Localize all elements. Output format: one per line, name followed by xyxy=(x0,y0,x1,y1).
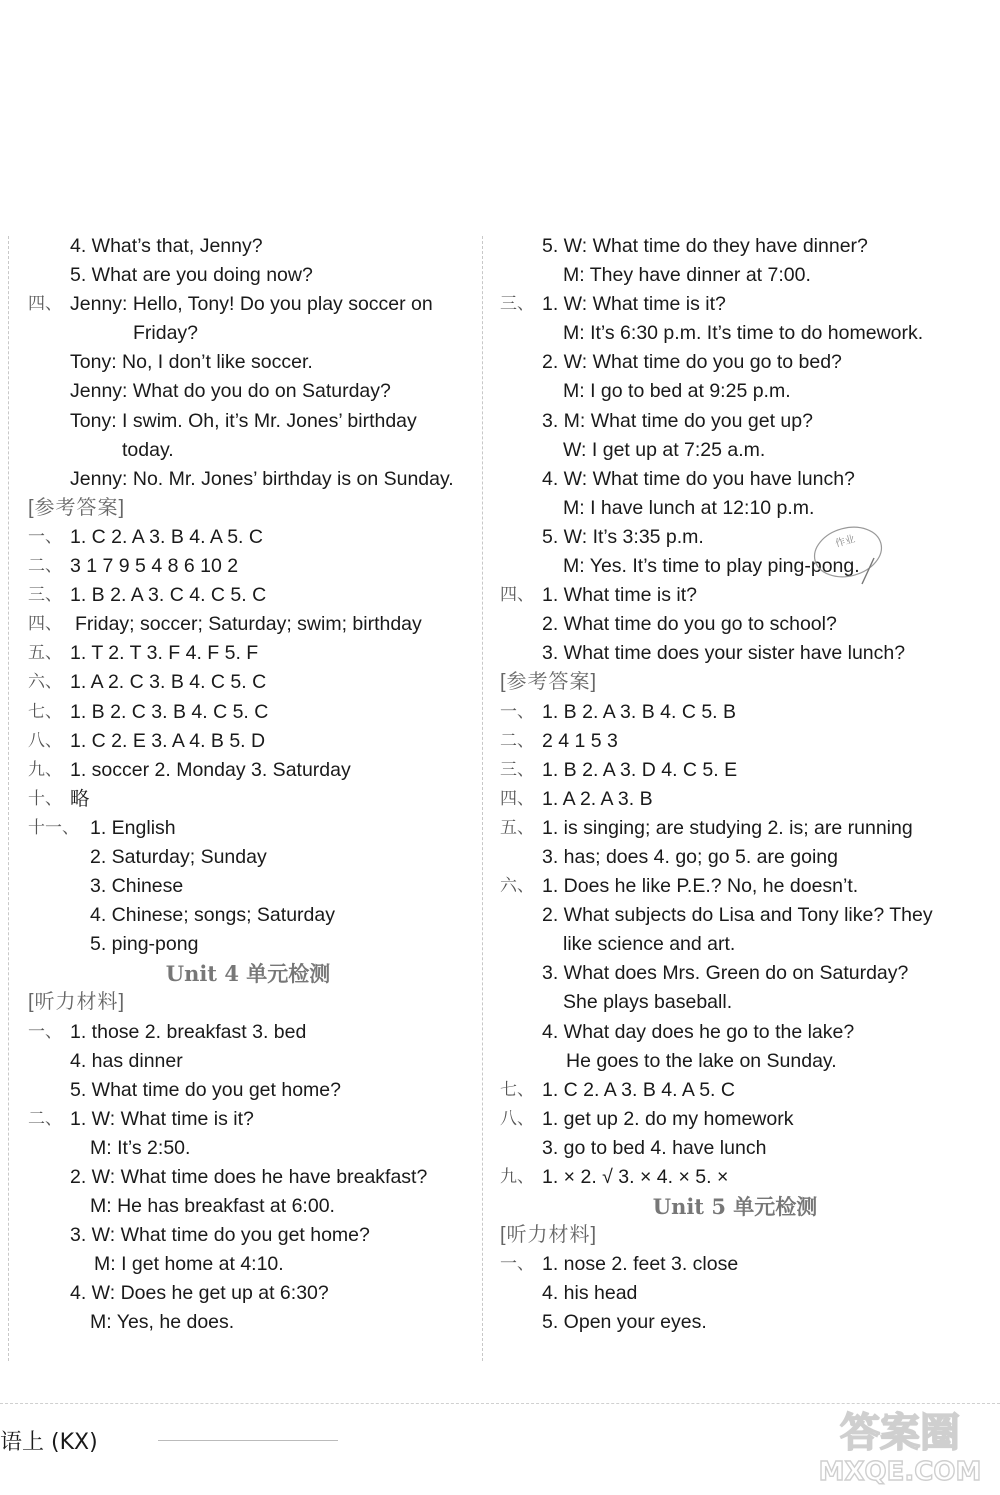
question-number: 一、 xyxy=(28,526,62,547)
text-line xyxy=(500,290,970,319)
question-number: 四、 xyxy=(28,294,62,315)
text-line xyxy=(28,319,468,348)
question-number: 二、 xyxy=(500,730,534,751)
text-line xyxy=(28,698,468,727)
text-line xyxy=(28,1308,468,1337)
line-text: 5. W: It’s 3:35 p.m. xyxy=(542,525,704,548)
question-number: 十、 xyxy=(28,788,62,809)
text-line xyxy=(500,436,970,465)
text-line xyxy=(500,727,970,756)
column-divider xyxy=(8,236,9,1361)
text-line xyxy=(28,1221,468,1250)
line-text: 1. Does he like P.E.? No, he doesn’t. xyxy=(542,875,859,898)
line-text: 1. nose 2. feet 3. close xyxy=(542,1253,739,1276)
watermark-logo xyxy=(808,1402,993,1487)
line-text: 1. T 2. T 3. F 4. F 5. F xyxy=(70,642,259,665)
line-text: 3. What does Mrs. Green do on Saturday? xyxy=(542,962,909,985)
question-number: 四、 xyxy=(28,614,62,635)
line-text: M: Yes. It’s time to play ping-pong. xyxy=(563,555,860,578)
line-text: 3. W: What time do you get home? xyxy=(70,1224,370,1247)
text-line xyxy=(28,1105,468,1134)
text-line xyxy=(28,465,468,494)
line-text: today. xyxy=(122,438,174,461)
text-line xyxy=(28,639,468,668)
watermark-bottom: MXQE.COM xyxy=(818,1457,982,1487)
line-text: 4. What’s that, Jenny? xyxy=(70,235,263,257)
question-number: 一、 xyxy=(28,1021,62,1042)
text-line xyxy=(28,1279,468,1308)
question-number: 十一、 xyxy=(28,817,79,838)
line-text: 2. Saturday; Sunday xyxy=(90,845,267,868)
line-text: 4. W: What time do you have lunch? xyxy=(542,467,855,490)
section-heading-text: [参考答案] xyxy=(500,671,598,694)
text-line xyxy=(28,727,468,756)
line-text: Jenny: No. Mr. Jones’ birthday is on Sunday. xyxy=(70,467,454,490)
text-line xyxy=(28,1250,468,1279)
question-number: 三、 xyxy=(500,759,534,780)
line-text: like science and art. xyxy=(563,933,736,956)
line-text: 1. those 2. breakfast 3. bed xyxy=(70,1020,307,1043)
line-text: 4. has dinner xyxy=(70,1049,183,1072)
line-text: 1. B 2. A 3. B 4. C 5. B xyxy=(542,700,737,723)
section-heading-text: [听力材料] xyxy=(500,1224,598,1247)
text-line xyxy=(28,1192,468,1221)
line-text: 3. Chinese xyxy=(90,875,184,898)
stamp-text: 作业 xyxy=(834,533,857,550)
text-line xyxy=(500,698,970,727)
text-line xyxy=(28,232,468,261)
text-line xyxy=(500,377,970,406)
text-line xyxy=(500,1134,970,1163)
line-text: 1. A 2. C 3. B 4. C 5. C xyxy=(70,671,267,694)
text-line xyxy=(28,785,468,814)
question-number: 七、 xyxy=(500,1079,534,1100)
line-text: M: They have dinner at 7:00. xyxy=(563,264,811,287)
line-text: Jenny: Hello, Tony! Do you play soccer on xyxy=(70,293,433,316)
line-text: M: I get home at 4:10. xyxy=(94,1253,284,1276)
text-line xyxy=(500,610,970,639)
line-text: 3. M: What time do you get up? xyxy=(542,409,813,432)
text-line xyxy=(500,1076,970,1105)
line-text: 5. W: What time do they have dinner? xyxy=(542,235,868,257)
right-column xyxy=(500,232,970,1338)
line-text: 1. W: What time is it? xyxy=(542,293,726,316)
question-number: 五、 xyxy=(500,817,534,838)
text-line xyxy=(500,1163,970,1192)
left-column xyxy=(28,232,468,1338)
text-line xyxy=(500,1018,970,1047)
text-line xyxy=(28,407,468,436)
line-text: 1. B 2. A 3. D 4. C 5. E xyxy=(542,758,738,781)
line-text: 5. What are you doing now? xyxy=(70,264,313,287)
stamp-mark xyxy=(804,522,886,586)
text-line xyxy=(500,407,970,436)
text-line xyxy=(28,290,468,319)
line-text: 2. W: What time do you go to bed? xyxy=(542,351,842,374)
question-number: 七、 xyxy=(28,701,62,722)
watermark-top: 答案圈 xyxy=(840,1410,960,1456)
line-text: 1. C 2. A 3. B 4. A 5. C xyxy=(542,1078,735,1101)
line-text: 4. What day does he go to the lake? xyxy=(542,1020,855,1043)
line-text: 3. has; does 4. go; go 5. are going xyxy=(542,845,838,868)
question-number: 二、 xyxy=(28,1108,62,1129)
text-line xyxy=(500,843,970,872)
line-text: She plays baseball. xyxy=(563,991,733,1014)
line-text: Friday? xyxy=(133,322,199,345)
line-text: 1. B 2. C 3. B 4. C 5. C xyxy=(70,700,269,723)
text-line xyxy=(28,843,468,872)
line-text: M: He has breakfast at 6:00. xyxy=(90,1195,335,1218)
line-text: Tony: I swim. Oh, it’s Mr. Jones’ birthday xyxy=(70,409,417,432)
line-text: M: I have lunch at 12:10 p.m. xyxy=(563,496,815,519)
section-heading xyxy=(500,668,970,697)
text-line xyxy=(500,523,970,552)
line-text: W: I get up at 7:25 a.m. xyxy=(563,438,766,461)
column-divider xyxy=(482,236,483,1361)
line-text: M: It’s 6:30 p.m. It’s time to do homework. xyxy=(563,322,924,345)
text-line xyxy=(500,261,970,290)
question-number: 一、 xyxy=(500,1254,534,1275)
text-line xyxy=(28,581,468,610)
section-heading xyxy=(500,1221,970,1250)
text-line xyxy=(500,785,970,814)
section-heading-text: [听力材料] xyxy=(28,991,126,1014)
text-line xyxy=(28,1047,468,1076)
section-heading xyxy=(28,988,468,1017)
text-line xyxy=(500,901,970,930)
text-line xyxy=(28,930,468,959)
line-text: 1. English xyxy=(90,816,176,839)
text-line xyxy=(28,523,468,552)
text-line xyxy=(28,1076,468,1105)
text-line xyxy=(28,668,468,697)
line-text: 2. What subjects do Lisa and Tony like? They xyxy=(542,904,933,927)
text-line xyxy=(500,1047,970,1076)
line-text: 1. A 2. A 3. B xyxy=(542,787,653,810)
text-line xyxy=(500,959,970,988)
question-number: 六、 xyxy=(28,672,62,693)
line-text: 5. ping-pong xyxy=(90,933,199,956)
line-text: 4. his head xyxy=(542,1282,638,1305)
text-line xyxy=(28,610,468,639)
line-text: 5. What time do you get home? xyxy=(70,1078,341,1101)
text-line xyxy=(28,756,468,785)
line-text: M: It’s 2:50. xyxy=(90,1136,191,1159)
section-heading xyxy=(28,494,468,523)
text-line xyxy=(28,436,468,465)
text-line xyxy=(500,232,970,261)
line-text: 1. W: What time is it? xyxy=(70,1107,254,1130)
text-line xyxy=(500,1308,970,1337)
line-text: 3 1 7 9 5 4 8 6 10 2 xyxy=(70,555,239,578)
line-text: M: Yes, he does. xyxy=(90,1311,235,1334)
text-line xyxy=(500,348,970,377)
line-text: Friday; soccer; Saturday; swim; birthday xyxy=(75,613,422,636)
line-text: 2 4 1 5 3 xyxy=(542,729,618,752)
text-line xyxy=(500,494,970,523)
text-line xyxy=(28,552,468,581)
line-text: 1. C 2. E 3. A 4. B 5. D xyxy=(70,729,266,752)
text-line xyxy=(500,1279,970,1308)
question-number: 八、 xyxy=(28,730,62,751)
text-line xyxy=(500,319,970,348)
line-text: 1. C 2. A 3. B 4. A 5. C xyxy=(70,525,263,548)
line-text: 1. What time is it? xyxy=(542,584,697,607)
line-text: Tony: No, I don’t like soccer. xyxy=(70,351,313,374)
text-line xyxy=(28,872,468,901)
text-line xyxy=(28,377,468,406)
text-line xyxy=(500,639,970,668)
text-line xyxy=(28,814,468,843)
text-line xyxy=(28,1134,468,1163)
line-text: 4. Chinese; songs; Saturday xyxy=(90,904,335,927)
line-text: 1. soccer 2. Monday 3. Saturday xyxy=(70,758,351,781)
line-text: Jenny: What do you do on Saturday? xyxy=(70,380,391,403)
text-line xyxy=(500,872,970,901)
footer-label: 语上 (KX) xyxy=(0,1430,98,1455)
text-line xyxy=(500,988,970,1017)
text-line xyxy=(28,261,468,290)
question-number: 六、 xyxy=(500,876,534,897)
section-heading-text: [参考答案] xyxy=(28,496,126,519)
question-number: 一、 xyxy=(500,701,534,722)
line-text: 5. Open your eyes. xyxy=(542,1311,707,1334)
text-line xyxy=(500,814,970,843)
text-line xyxy=(28,1163,468,1192)
text-line xyxy=(28,901,468,930)
line-text: 1. × 2. √ 3. × 4. × 5. × xyxy=(542,1166,729,1188)
text-line xyxy=(500,756,970,785)
line-text: 4. W: Does he get up at 6:30? xyxy=(70,1282,329,1305)
text-line xyxy=(500,1250,970,1279)
text-line xyxy=(500,1105,970,1134)
footer-rule xyxy=(158,1440,338,1441)
line-text: 略 xyxy=(70,787,90,810)
unit-heading: Unit 5 单元检测 xyxy=(652,1194,818,1220)
text-line xyxy=(500,581,970,610)
line-text: 1. get up 2. do my homework xyxy=(542,1107,794,1130)
text-line xyxy=(500,465,970,494)
question-number: 三、 xyxy=(28,585,62,606)
text-line xyxy=(500,930,970,959)
question-number: 八、 xyxy=(500,1108,534,1129)
line-text: M: I go to bed at 9:25 p.m. xyxy=(563,380,791,403)
question-number: 五、 xyxy=(28,643,62,664)
unit-heading: Unit 4 单元检测 xyxy=(165,961,331,987)
line-text: 1. B 2. A 3. C 4. C 5. C xyxy=(70,584,267,607)
line-text: 1. is singing; are studying 2. is; are running xyxy=(542,816,913,839)
question-number: 九、 xyxy=(500,1167,534,1187)
text-line xyxy=(28,348,468,377)
text-line xyxy=(28,1018,468,1047)
question-number: 九、 xyxy=(28,759,62,780)
question-number: 四、 xyxy=(500,788,534,809)
text-line xyxy=(500,552,970,581)
line-text: 3. What time does your sister have lunch? xyxy=(542,642,906,665)
line-text: He goes to the lake on Sunday. xyxy=(566,1049,837,1072)
line-text: 3. go to bed 4. have lunch xyxy=(542,1136,767,1159)
question-number: 三、 xyxy=(500,294,534,315)
line-text: 2. What time do you go to school? xyxy=(542,613,837,636)
question-number: 四、 xyxy=(500,585,534,606)
line-text: 2. W: What time does he have breakfast? xyxy=(70,1166,428,1188)
question-number: 二、 xyxy=(28,556,62,577)
